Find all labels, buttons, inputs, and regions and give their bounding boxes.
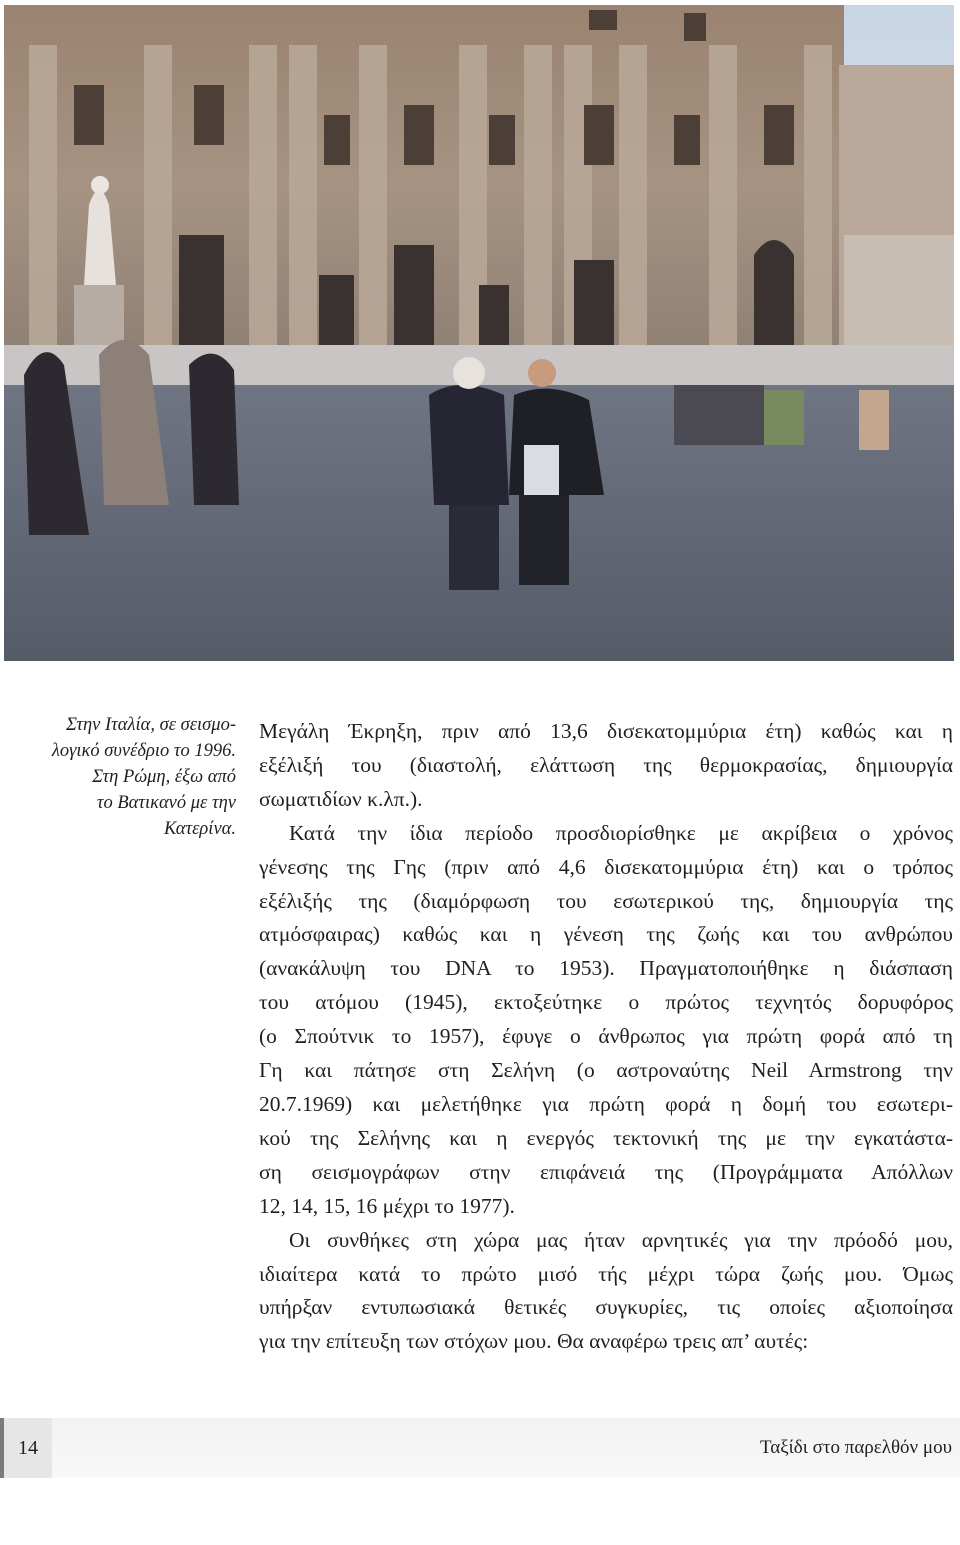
text-line: 12, 14, 15, 16 μέχρι το 1977). — [259, 1193, 515, 1218]
text-line: (ανακάλυψη του DNA το 1953). Πραγματοποιήθηκε η διάσπαση — [259, 956, 953, 981]
running-title: Ταξίδι στο παρελθόν μου — [759, 1437, 952, 1458]
paragraph-1 — [259, 715, 953, 817]
text-line: Γη και πάτησε στη Σελήνη (ο αστροναύτης Neil Armstrong την — [259, 1058, 953, 1083]
text-line: εξέλιξή του (διαστολή, ελάττωση της θερμοκρασίας, δημιουργία — [259, 752, 953, 777]
text-line: για την επίτευξη των στόχων μου. Θα αναφέρω τρεις απ’ αυτές: — [259, 1329, 809, 1354]
paragraph-2 — [259, 817, 953, 1224]
paragraph-3 — [259, 1224, 953, 1360]
vatican-photo — [4, 5, 954, 661]
text-line: γένεσης της Γης (πριν από 4,6 δισεκατομμύρια έτη) και ο τρόπος — [259, 854, 953, 879]
photo-caption — [4, 712, 236, 842]
text-line: Οι συνθήκες στη χώρα μας ήταν αρνητικές για την πρόοδό μου, — [289, 1227, 953, 1252]
caption-line: Κατερίνα. — [164, 819, 236, 839]
text-line: ση σεισμογράφων στην επιφάνειά της (Προγράμματα Απόλλων — [259, 1159, 953, 1184]
text-line: (ο Σπούτνικ το 1957), έφυγε ο άνθρωπος για πρώτη φορά από τη — [259, 1024, 953, 1049]
text-line: Κατά την ίδια περίοδο προσδιορίσθηκε με ακρίβεια ο χρόνος — [289, 820, 953, 845]
text-line: σωματιδίων κ.λπ.). — [259, 786, 423, 811]
text-line: Μεγάλη Έκρηξη, πριν από 13,6 δισεκατομμύρια έτη) καθώς και η — [259, 719, 953, 743]
text-line: του ατόμου (1945), εκτοξεύτηκε ο πρώτος τεχνητός δορυφόρος — [259, 990, 953, 1015]
text-line: 20.7.1969) και μελετήθηκε για πρώτη φορά η δομή του εσωτερι- — [259, 1091, 953, 1116]
text-line: ατμόσφαιρας) καθώς και η γένεση της ζωής και του ανθρώπου — [259, 922, 953, 947]
caption-line: λογικό συνέδριο το 1996. — [51, 741, 236, 761]
text-line: υπήρξαν εντυπωσιακά θετικές συγκυρίες, τις οποίες αξιοποίησα — [259, 1295, 953, 1320]
caption-line: Στη Ρώμη, έξω από — [92, 767, 236, 787]
text-line: ιδιαίτερα κατά το πρώτο μισό τής μέχρι τώρα ζωής μου. Όμως — [259, 1261, 953, 1286]
main-text — [259, 715, 953, 1359]
caption-line: Στην Ιταλία, σε σεισμο- — [65, 715, 236, 735]
caption-line: το Βατικανό με την — [96, 793, 236, 813]
text-line: κού της Σελήνης και η ενεργός τεκτονική της με την εγκατάστα- — [259, 1125, 953, 1150]
page-number: 14 — [0, 1418, 52, 1478]
text-line: εξέλιξής της (διαμόρφωση του εσωτερικού της, δημιουργία της — [259, 888, 953, 913]
